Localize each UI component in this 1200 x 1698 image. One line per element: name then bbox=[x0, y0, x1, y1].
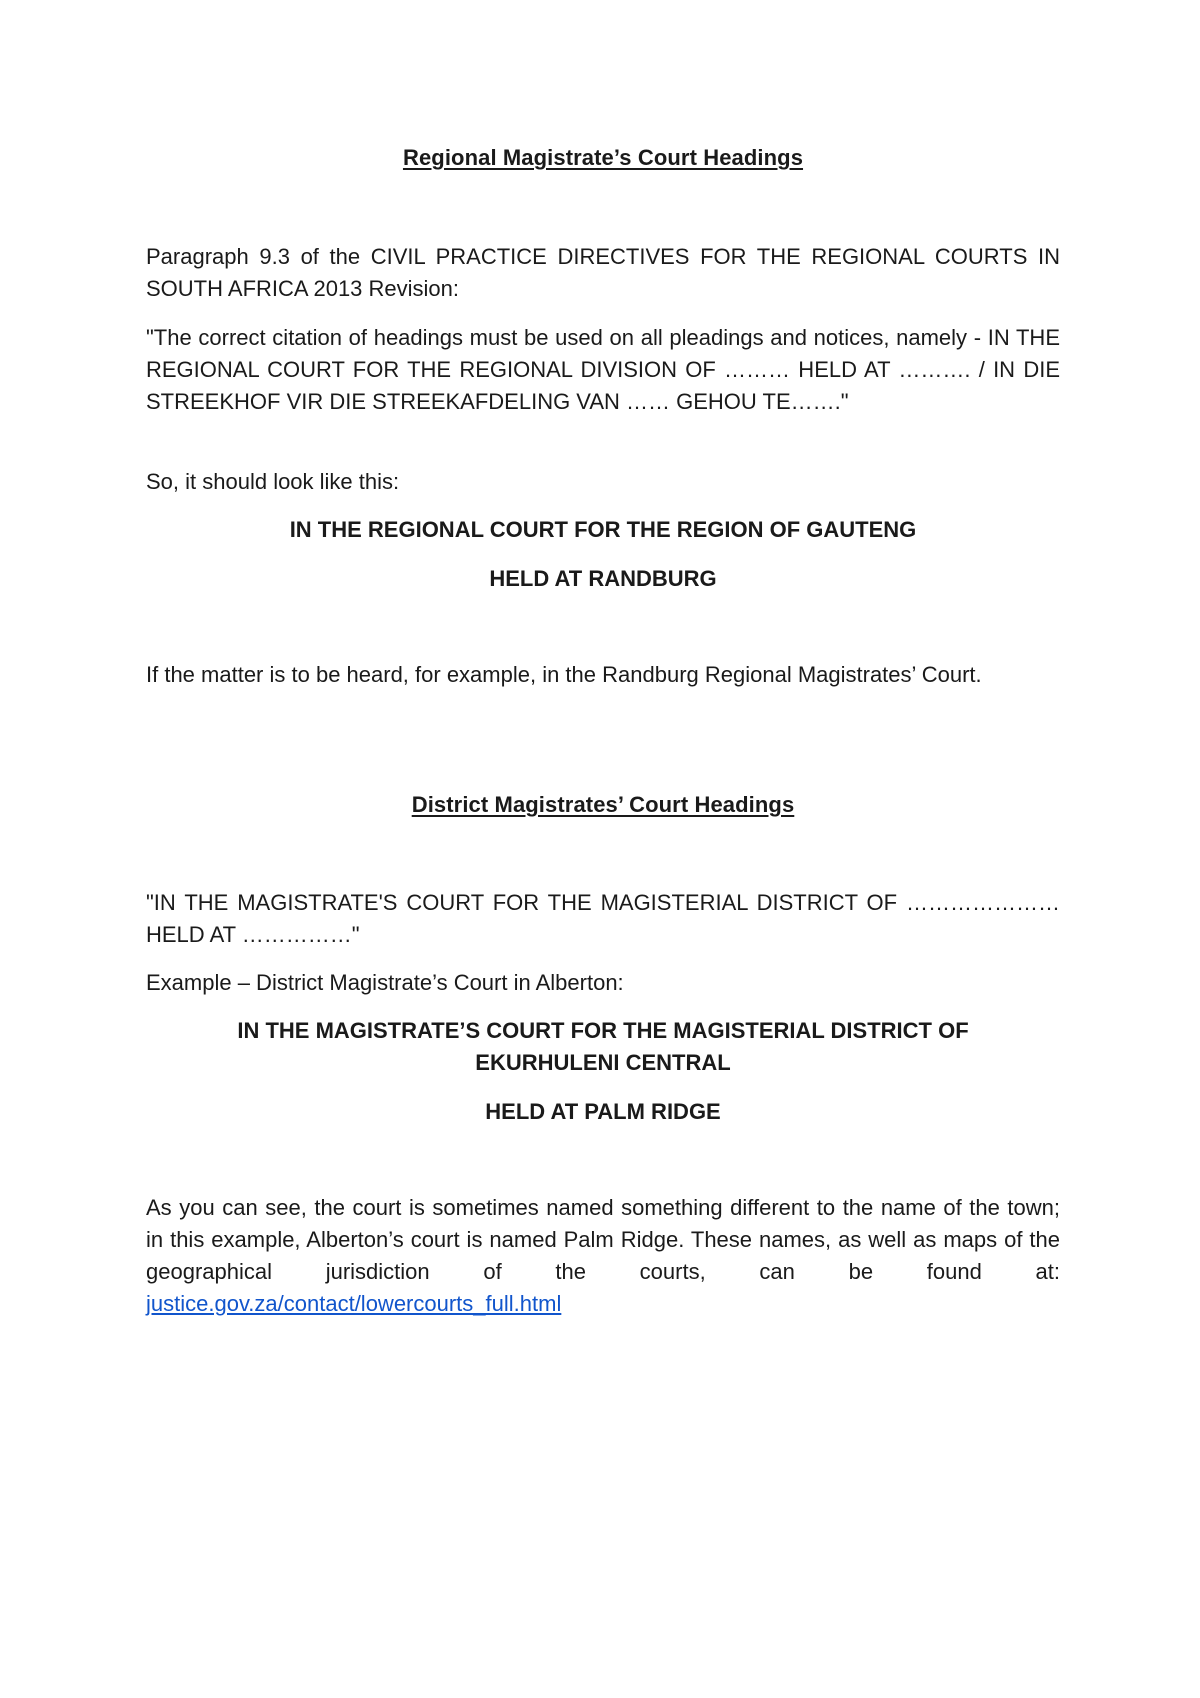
regional-section-title: Regional Magistrate’s Court Headings bbox=[402, 145, 804, 170]
district-heading-line-2: EKURHULENI CENTRAL bbox=[475, 1050, 731, 1075]
regional-heading-line-1: IN THE REGIONAL COURT FOR THE REGION OF GAUTENG bbox=[289, 517, 917, 542]
lowercourts-link[interactable]: justice.gov.za/contact/lowercourts_full.html bbox=[146, 1291, 562, 1316]
district-example-intro: Example – District Magistrate’s Court in Alberton: bbox=[146, 970, 624, 995]
district-closing-text: As you can see, the court is sometimes named something different to the name of the town; in this example, Alberton’s court is named Palm Ridge. These names, as well as maps of the geographical jurisdiction of the courts, can be found at: bbox=[146, 1195, 1060, 1284]
regional-heading-line-2: HELD AT RANDBURG bbox=[489, 566, 717, 591]
district-section-title: District Magistrates’ Court Headings bbox=[411, 792, 795, 817]
district-heading-line-3: HELD AT PALM RIDGE bbox=[485, 1099, 721, 1124]
regional-lead-in: So, it should look like this: bbox=[146, 469, 400, 494]
district-heading-line-1: IN THE MAGISTRATE’S COURT FOR THE MAGISTERIAL DISTRICT OF bbox=[237, 1018, 969, 1043]
regional-explanation: If the matter is to be heard, for example, in the Randburg Regional Magistrates’ Court. bbox=[146, 662, 982, 687]
regional-intro-paragraph: Paragraph 9.3 of the CIVIL PRACTICE DIRECTIVES FOR THE REGIONAL COURTS IN SOUTH AFRICA 2013 Revision: bbox=[146, 244, 1060, 301]
regional-directive-quote: "The correct citation of headings must be used on all pleadings and notices, namely - IN THE REGIONAL COURT FOR THE REGIONAL DIVISION OF ……… HELD AT ………. / IN DIE STREEKHOF VIR DIE STREEKAFDELING VAN …… GEHOU TE……." bbox=[146, 325, 1060, 414]
district-closing-paragraph bbox=[146, 1192, 1060, 1320]
district-template-quote: "IN THE MAGISTRATE'S COURT FOR THE MAGISTERIAL DISTRICT OF ………………… HELD AT ……………" bbox=[146, 890, 1060, 947]
